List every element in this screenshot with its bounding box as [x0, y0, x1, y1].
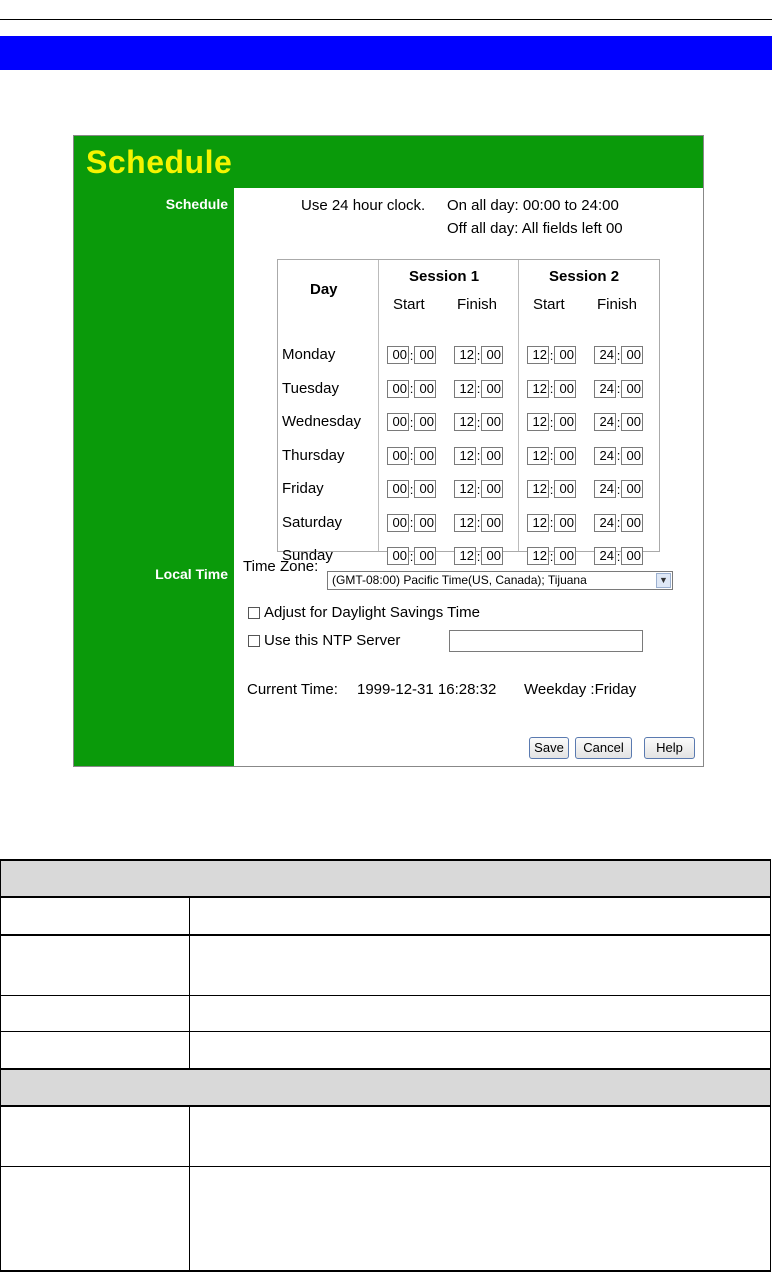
table-section-header — [0, 1070, 771, 1106]
hour-input[interactable]: 24 — [594, 413, 616, 431]
time-field-s2-finish — [594, 379, 643, 399]
dst-checkbox[interactable] — [248, 607, 260, 619]
header-s2-finish: Finish — [597, 296, 638, 313]
time-separator: : — [476, 347, 481, 363]
time-separator: : — [616, 515, 621, 530]
hour-input[interactable]: 24 — [594, 346, 616, 364]
hour-input[interactable]: 12 — [527, 346, 549, 364]
table-rule — [0, 1270, 771, 1272]
weekday-value: Weekday :Friday — [524, 681, 637, 698]
schedule-table — [277, 259, 660, 564]
hour-input[interactable]: 00 — [387, 380, 409, 398]
time-field-s2-finish — [594, 345, 643, 365]
table-rule — [0, 896, 771, 898]
time-field-s1-finish — [454, 379, 503, 399]
table-section-header — [0, 861, 771, 897]
section-header-band — [0, 36, 772, 70]
grid-divider — [518, 260, 519, 551]
time-field-s2-finish — [594, 412, 643, 432]
time-field-s2-start — [527, 446, 576, 466]
current-time-value: 1999-12-31 16:28:32 — [357, 681, 497, 698]
minute-input[interactable]: 00 — [554, 447, 576, 465]
hour-input[interactable]: 12 — [454, 514, 476, 532]
time-separator: : — [616, 548, 621, 564]
header-s2-start: Start — [533, 296, 565, 313]
minute-input[interactable]: 00 — [414, 480, 436, 498]
hour-input[interactable]: 12 — [454, 413, 476, 431]
sidebar-label-schedule: Schedule — [165, 196, 228, 212]
description-table — [0, 859, 771, 1272]
hour-input[interactable]: 00 — [387, 480, 409, 498]
time-separator: : — [476, 414, 481, 430]
table-border-left — [0, 859, 1, 1272]
time-separator: : — [616, 481, 621, 497]
minute-input[interactable]: 00 — [621, 480, 643, 498]
minute-input[interactable]: 00 — [621, 447, 643, 465]
time-separator: : — [476, 548, 481, 564]
minute-input[interactable]: 00 — [481, 413, 503, 431]
time-separator: : — [616, 381, 621, 396]
table-rule — [0, 859, 771, 861]
time-field-s1-start — [387, 513, 436, 533]
panel-sidebar — [74, 188, 234, 766]
save-button[interactable]: Save — [529, 737, 569, 759]
time-separator: : — [476, 448, 481, 463]
time-separator: : — [409, 414, 414, 430]
minute-input[interactable]: 00 — [481, 547, 503, 565]
time-field-s2-finish — [594, 513, 643, 533]
time-separator: : — [616, 347, 621, 363]
time-separator: : — [409, 481, 414, 497]
header-s1-finish: Finish — [457, 296, 498, 313]
day-label: Wednesday — [282, 413, 361, 430]
current-time-label: Current Time: — [247, 681, 338, 698]
minute-input[interactable]: 00 — [554, 346, 576, 364]
hour-input[interactable]: 00 — [387, 413, 409, 431]
time-field-s1-finish — [454, 412, 503, 432]
table-rule — [0, 1068, 771, 1070]
header-s1-start: Start — [393, 296, 425, 313]
time-field-s2-start — [527, 412, 576, 432]
time-separator: : — [549, 414, 554, 430]
hour-input[interactable]: 24 — [594, 380, 616, 398]
panel-header — [74, 136, 703, 188]
time-field-s2-start — [527, 513, 576, 533]
table-column-divider — [189, 1106, 190, 1271]
hour-input[interactable]: 12 — [454, 380, 476, 398]
time-zone-select[interactable] — [327, 571, 673, 590]
hour-input[interactable]: 24 — [594, 480, 616, 498]
hour-input[interactable]: 00 — [387, 346, 409, 364]
minute-input[interactable]: 00 — [481, 380, 503, 398]
hour-input[interactable]: 12 — [527, 413, 549, 431]
minute-input[interactable]: 00 — [621, 547, 643, 565]
time-field-s1-finish — [454, 513, 503, 533]
time-zone-value: (GMT-08:00) Pacific Time(US, Canada); Tijuana — [332, 573, 587, 587]
time-field-s1-finish — [454, 345, 503, 365]
help-button[interactable]: Help — [644, 737, 695, 759]
minute-input[interactable]: 00 — [554, 380, 576, 398]
hour-input[interactable]: 12 — [454, 346, 476, 364]
minute-input[interactable]: 00 — [621, 413, 643, 431]
hour-input[interactable]: 24 — [594, 514, 616, 532]
minute-input[interactable]: 00 — [554, 480, 576, 498]
time-field-s1-start — [387, 546, 436, 566]
time-separator: : — [549, 481, 554, 497]
page-top-rule — [0, 0, 772, 20]
minute-input[interactable]: 00 — [481, 447, 503, 465]
time-field-s1-start — [387, 379, 436, 399]
minute-input[interactable]: 00 — [414, 346, 436, 364]
schedule-screen — [73, 135, 704, 767]
chevron-down-icon[interactable]: ▼ — [656, 573, 671, 588]
ntp-server-input[interactable] — [449, 630, 643, 652]
time-separator: : — [476, 381, 481, 396]
time-separator: : — [549, 347, 554, 363]
time-field-s1-start — [387, 446, 436, 466]
time-field-s1-start — [387, 479, 436, 499]
minute-input[interactable]: 00 — [621, 514, 643, 532]
minute-input[interactable]: 00 — [481, 514, 503, 532]
table-column-divider — [189, 897, 190, 1069]
time-field-s1-finish — [454, 479, 503, 499]
time-field-s1-finish — [454, 546, 503, 566]
minute-input[interactable]: 00 — [621, 380, 643, 398]
time-separator: : — [409, 347, 414, 363]
table-rule — [0, 1105, 771, 1107]
minute-input[interactable]: 00 — [554, 514, 576, 532]
time-field-s2-start — [527, 379, 576, 399]
time-separator: : — [409, 548, 414, 564]
time-field-s2-start — [527, 345, 576, 365]
hour-input[interactable]: 12 — [527, 480, 549, 498]
cancel-button[interactable]: Cancel — [575, 737, 632, 759]
minute-input[interactable]: 00 — [554, 547, 576, 565]
minute-input[interactable]: 00 — [414, 547, 436, 565]
minute-input[interactable]: 00 — [414, 413, 436, 431]
time-field-s2-finish — [594, 479, 643, 499]
time-field-s2-finish — [594, 546, 643, 566]
table-rule — [0, 934, 771, 936]
table-rule — [0, 1166, 771, 1167]
header-day: Day — [310, 281, 338, 298]
hour-input[interactable]: 12 — [527, 514, 549, 532]
day-label: Sunday — [282, 547, 333, 564]
sidebar-label-local-time: Local Time — [155, 566, 228, 582]
time-separator: : — [409, 515, 414, 530]
minute-input[interactable]: 00 — [621, 346, 643, 364]
time-field-s2-finish — [594, 446, 643, 466]
day-label: Friday — [282, 480, 324, 497]
off-all-day-note: Off all day: All fields left 00 — [447, 220, 623, 237]
day-label: Thursday — [282, 446, 345, 464]
page-title: Schedule — [86, 144, 233, 180]
hour-input[interactable]: 12 — [527, 380, 549, 398]
time-field-s1-start — [387, 412, 436, 432]
hour-input[interactable]: 12 — [527, 547, 549, 565]
dst-label: Adjust for Daylight Savings Time — [264, 604, 480, 621]
time-separator: : — [549, 548, 554, 564]
hour-input[interactable]: 12 — [454, 480, 476, 498]
minute-input[interactable]: 00 — [481, 480, 503, 498]
time-separator: : — [616, 414, 621, 430]
time-field-s1-start — [387, 345, 436, 365]
minute-input[interactable]: 00 — [554, 413, 576, 431]
hour-input[interactable]: 12 — [527, 447, 549, 465]
hour-input[interactable]: 12 — [454, 447, 476, 465]
time-separator: : — [549, 381, 554, 396]
header-session-1: Session 1 — [409, 268, 480, 285]
clock-note: Use 24 hour clock. — [301, 197, 426, 214]
table-rule — [0, 1031, 771, 1032]
time-separator: : — [616, 448, 621, 463]
hour-input[interactable]: 00 — [387, 547, 409, 565]
minute-input[interactable]: 00 — [414, 514, 436, 532]
day-label: Monday — [282, 346, 336, 363]
grid-divider — [378, 260, 379, 551]
hour-input[interactable]: 24 — [594, 447, 616, 465]
on-all-day-note: On all day: 00:00 to 24:00 — [447, 197, 619, 214]
minute-input[interactable]: 00 — [414, 447, 436, 465]
hour-input[interactable]: 24 — [594, 547, 616, 565]
time-separator: : — [409, 381, 414, 396]
time-separator: : — [409, 448, 414, 463]
hour-input[interactable]: 12 — [454, 547, 476, 565]
time-zone-label: Time Zone: — [243, 558, 319, 575]
day-label: Tuesday — [282, 379, 339, 397]
day-label: Saturday — [282, 513, 343, 531]
time-separator: : — [476, 515, 481, 530]
time-field-s2-start — [527, 546, 576, 566]
minute-input[interactable]: 00 — [481, 346, 503, 364]
hour-input[interactable]: 00 — [387, 514, 409, 532]
table-border-right — [770, 859, 771, 1272]
panel-content — [234, 188, 703, 766]
header-session-2: Session 2 — [549, 268, 620, 285]
time-separator: : — [549, 448, 554, 463]
time-field-s1-finish — [454, 446, 503, 466]
time-separator: : — [476, 481, 481, 497]
ntp-checkbox[interactable] — [248, 635, 260, 647]
ntp-label: Use this NTP Server — [264, 632, 401, 649]
minute-input[interactable]: 00 — [414, 380, 436, 398]
time-separator: : — [549, 515, 554, 530]
table-rule — [0, 995, 771, 996]
hour-input[interactable]: 00 — [387, 447, 409, 465]
time-field-s2-start — [527, 479, 576, 499]
